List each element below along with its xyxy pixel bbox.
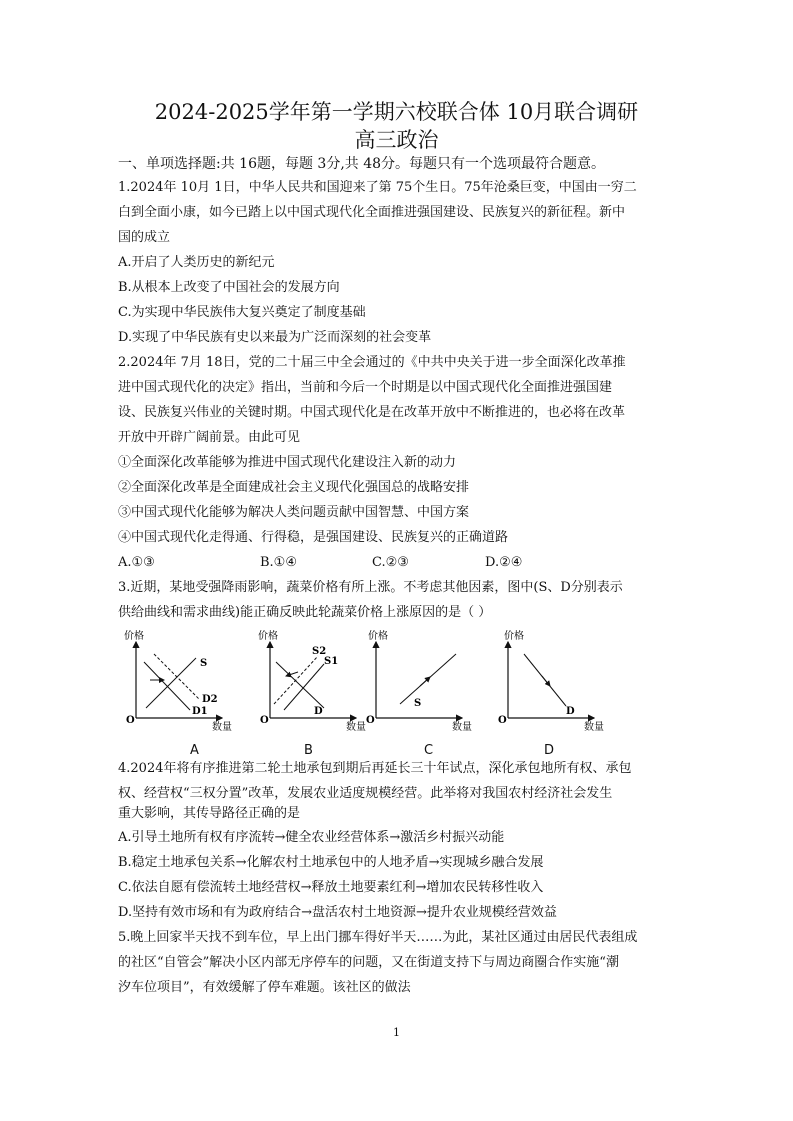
origin-label: O bbox=[126, 715, 135, 726]
q1-stem-line: 国的成立 bbox=[118, 230, 171, 245]
q3-stem-line: 供给曲线和需求曲线)能正确反映此轮蔬菜价格上涨原因的是（ ） bbox=[118, 605, 492, 620]
q1-stem-line: 1.2024年 10月 1日，中华人民共和国迎来了第 75个生日。75年沧桑巨变，中国由一穷二 bbox=[118, 180, 637, 195]
x-axis-label: 数量 bbox=[346, 722, 366, 733]
q2-statement-2: ②全面深化改革是全面建成社会主义现代化强国总的战略安排 bbox=[118, 480, 470, 495]
q3-stem-line: 3.近期，某地受强降雨影响，蔬菜价格有所上涨。不考虑其他因素，图中(S、D分别表示 bbox=[118, 580, 623, 595]
q2-statement-4: ④中国式现代化走得通、行得稳，是强国建设、民族复兴的正确道路 bbox=[118, 530, 509, 545]
graph-b bbox=[254, 630, 374, 742]
graph-a bbox=[120, 630, 240, 742]
supply-curve bbox=[146, 658, 196, 708]
q1-option-b: B.从根本上改变了中国社会的发展方向 bbox=[118, 280, 340, 295]
x-axis-label: 数量 bbox=[452, 722, 472, 733]
graph-d bbox=[492, 630, 612, 742]
q1-option-c: C.为实现中华民族伟大复兴奠定了制度基础 bbox=[118, 305, 366, 320]
q2-option-b: B.①④ bbox=[260, 555, 297, 570]
q5-stem-line: 5.晚上回家半天找不到车位，早上出门挪车得好半天……为此，某社区通过由居民代表组成 bbox=[118, 930, 638, 945]
y-axis-label: 价格 bbox=[368, 631, 388, 642]
y-axis-label: 价格 bbox=[258, 631, 278, 642]
x-axis-label: 数量 bbox=[584, 722, 604, 733]
q2-option-d: D.②④ bbox=[485, 555, 523, 570]
q4-option-d: D.坚持有效市场和有为政府结合→盘活农村土地资源→提升农业规模经营效益 bbox=[118, 905, 557, 920]
q4-stem-line: 4.2024年将有序推进第二轮土地承包到期后再延长三十年试点，深化承包地所有权、承包 bbox=[118, 761, 632, 776]
q2-statement-3: ③中国式现代化能够为解决人类问题贡献中国智慧、中国方案 bbox=[118, 505, 470, 520]
q4-stem-line: 权、经营权“三权分置”改革，发展农业适度规模经营。此举将对我国农村经济社会发生 bbox=[118, 786, 613, 801]
exam-title: 2024-2025学年第一学期六校联合体 10月联合调研 bbox=[154, 100, 639, 124]
q4-option-b: B.稳定土地承包关系→化解农村土地承包中的人地矛盾→实现城乡融合发展 bbox=[118, 855, 544, 870]
q2-stem-line: 开放中开辟广阔前景。由此可见 bbox=[118, 430, 301, 445]
curve-label: D1 bbox=[192, 706, 208, 717]
q2-options bbox=[118, 555, 678, 573]
curve-label: S bbox=[414, 698, 422, 709]
q4-stem-line: 重大影响，其传导路径正确的是 bbox=[118, 806, 301, 821]
curve-label: S bbox=[200, 658, 208, 669]
curve-label: D bbox=[314, 706, 323, 717]
q4-option-a: A.引导土地所有权有序流转→健全农业经营体系→激活乡村振兴动能 bbox=[118, 830, 505, 845]
supply-curve-s1 bbox=[284, 664, 324, 710]
exam-subject: 高三政治 bbox=[354, 128, 439, 152]
x-axis-label: 数量 bbox=[212, 722, 232, 733]
demand-curve bbox=[276, 662, 324, 708]
origin-label: O bbox=[498, 715, 507, 726]
q1-option-a: A.开启了人类历史的新纪元 bbox=[118, 255, 275, 270]
q1-option-d: D.实现了中华民族有史以来最为广泛而深刻的社会变革 bbox=[118, 330, 432, 345]
q5-stem-line: 汐车位项目”，有效缓解了停车难题。该社区的做法 bbox=[118, 980, 411, 995]
graph-c-label: C bbox=[424, 743, 434, 758]
q5-stem-line: 的社区“自管会”解决小区内部无序停车的问题，又在街道支持下与周边商圈合作实施“潮 bbox=[118, 955, 619, 970]
q4-option-c: C.依法自愿有偿流转土地经营权→释放土地要素红利→增加农民转移性收入 bbox=[118, 880, 544, 895]
page-number: 1 bbox=[393, 1026, 400, 1039]
graph-b-label: B bbox=[304, 743, 313, 758]
q2-option-c: C.②③ bbox=[372, 555, 409, 570]
curve-label: S2 bbox=[312, 646, 327, 657]
q1-stem-line: 白到全面小康，如今已踏上以中国式现代化全面推进强国建设、民族复兴的新征程。新中 bbox=[118, 205, 626, 220]
curve-label: S1 bbox=[324, 656, 339, 667]
curve-label: D2 bbox=[202, 694, 218, 705]
q2-stem-line: 2.2024年 7月 18日，党的二十届三中全会通过的《中共中央关于进一步全面深化改革推 bbox=[118, 355, 626, 370]
q2-option-a: A.①③ bbox=[118, 555, 155, 570]
q2-statement-1: ①全面深化改革能够为推进中国式现代化建设注入新的动力 bbox=[118, 455, 457, 470]
y-axis-label: 价格 bbox=[124, 631, 144, 642]
y-axis-label: 价格 bbox=[504, 631, 524, 642]
section-heading: 一、单项选择题:共 16题，每题 3分,共 48分。每题只有一个选项最符合题意。 bbox=[118, 156, 606, 172]
origin-label: O bbox=[366, 715, 375, 726]
movement-arrow bbox=[420, 677, 430, 686]
origin-label: O bbox=[260, 715, 269, 726]
graph-c bbox=[360, 630, 480, 742]
q2-stem-line: 进中国式现代化的决定》指出，当前和今后一个时期是以中国式现代化全面推进强国建 bbox=[118, 380, 613, 395]
movement-arrow bbox=[542, 676, 550, 686]
graph-d-label: D bbox=[544, 743, 555, 758]
q2-stem-line: 设、民族复兴伟业的关键时期。中国式现代化是在改革开放中不断推进的，也必将在改革 bbox=[118, 405, 626, 420]
graph-a-label: A bbox=[190, 743, 199, 758]
curve-label: D bbox=[566, 706, 575, 717]
